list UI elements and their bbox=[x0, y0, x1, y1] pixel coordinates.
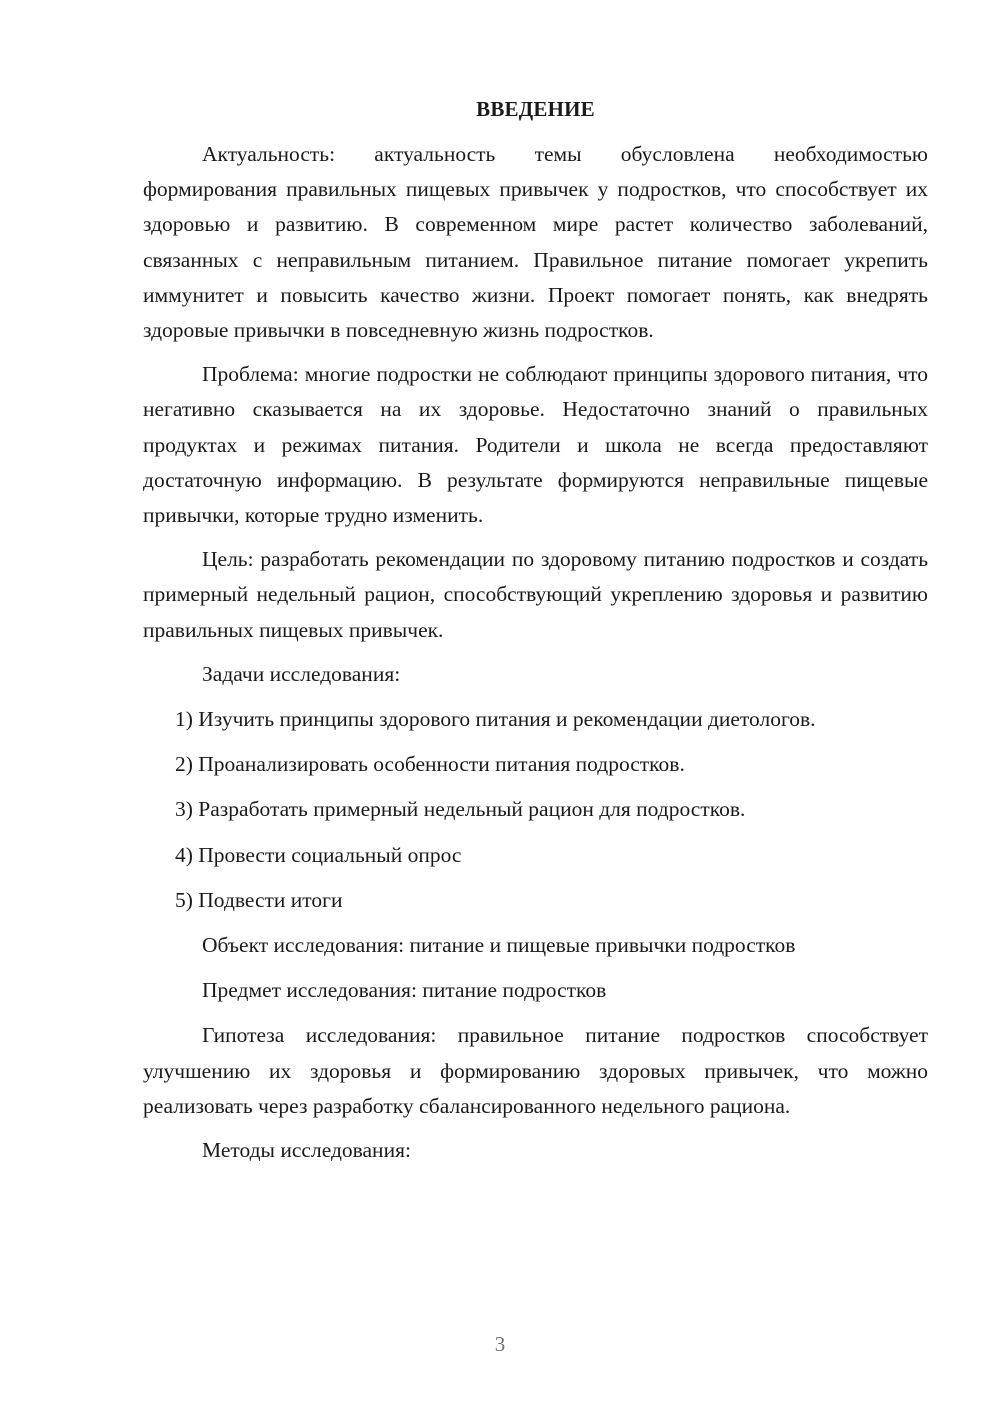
list-item: 5) Подвести итоги bbox=[175, 887, 343, 912]
paragraph-goal: Цель: разработать рекомендации по здоровому питанию подростков и создать примерный недельный рацион, способствующий укреплению здоровья и развитию правильных пищевых привычек. bbox=[143, 547, 928, 642]
paragraph-relevance: Актуальность: актуальность темы обусловлена необходимостью формирования правильных пищевых привычек у подростков, что способствует их здоровью и развитию. В современном мире растет количество заболеваний, связанных с неправильным питанием. Правильное питание помогает укрепить иммунитет и повысить качество жизни. Проект помогает понять, как внедрять здоровые привычки в повседневную жизнь подростков. bbox=[143, 142, 928, 343]
page-number: 3 bbox=[494, 1332, 506, 1356]
list-item: 1) Изучить принципы здорового питания и рекомендации диетологов. bbox=[175, 707, 816, 732]
document-page bbox=[143, 92, 928, 1322]
list-item: 2) Проанализировать особенности питания подростков. bbox=[175, 752, 685, 777]
list-item: 4) Провести социальный опрос bbox=[175, 842, 462, 867]
tasks-list bbox=[143, 702, 928, 918]
paragraph-hypothesis: Гипотеза исследования: правильное питание подростков способствует улучшению их здоровья и формированию здоровых привычек, что можно реализовать через разработку сбалансированного недельного рациона. bbox=[143, 1023, 928, 1118]
subject-line: Предмет исследования: питание подростков bbox=[202, 978, 607, 1003]
object-line: Объект исследования: питание и пищевые привычки подростков bbox=[202, 933, 796, 958]
methods-heading: Методы исследования: bbox=[202, 1138, 411, 1163]
tasks-heading: Задачи исследования: bbox=[202, 661, 401, 686]
list-item: 3) Разработать примерный недельный рацион для подростков. bbox=[175, 797, 746, 822]
paragraph-problem: Проблема: многие подростки не соблюдают принципы здорового питания, что негативно сказывается на их здоровье. Недостаточно знаний о правильных продуктах и режимах питания. Родители и школа не всегда предоставляют достаточную информацию. В результате формируются неправильные пищевые привычки, которые трудно изменить. bbox=[143, 362, 928, 528]
section-title: ВВЕДЕНИЕ bbox=[476, 97, 595, 121]
